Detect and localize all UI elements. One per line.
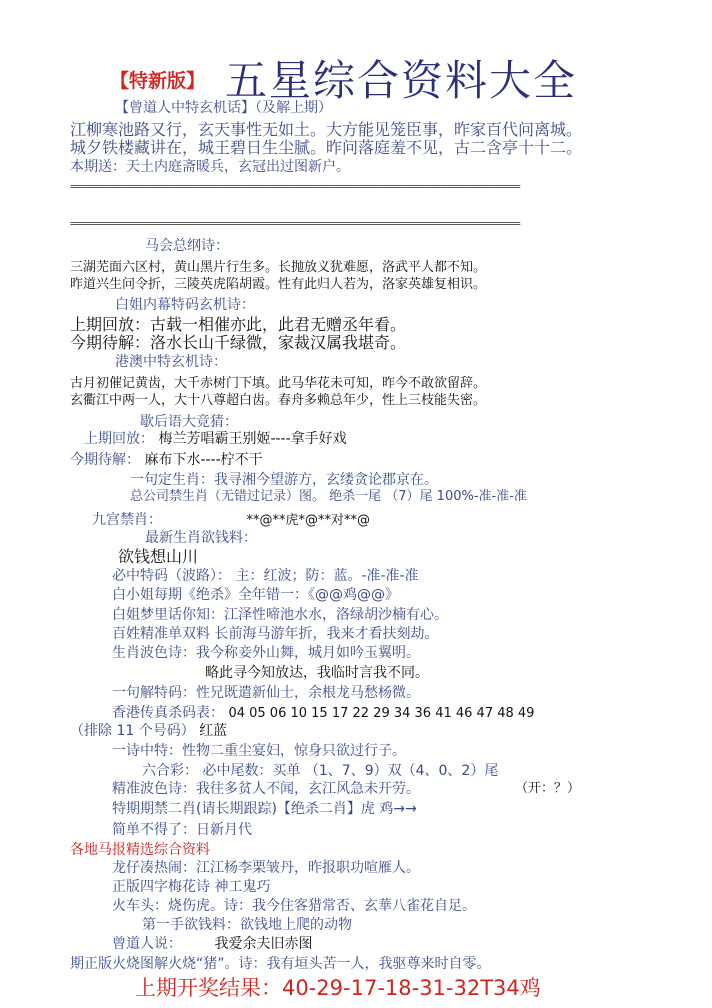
zhengban-meihua: 正版四字梅花诗 神工鬼巧 — [112, 879, 271, 895]
separator: ================================================================================ — [70, 180, 520, 193]
gongsi-jinxiao: 总公司禁生肖（无错过记录）图。 绝杀一尾 （7）尾 100%-准-准-准 — [130, 489, 527, 504]
mahui-heading: 马会总纲诗： — [145, 238, 229, 254]
exclude-count: （排除 11 个号码） — [70, 723, 195, 739]
baigu-prev: 上期回放：古载一相催亦此，此君无赠丞年看。 — [70, 315, 407, 334]
last-draw-result: 上期开奖结果：40-29-17-18-31-32T34鸡 — [135, 976, 541, 1000]
yijujie-tema: 一句解特码：性兄既遣新仙士，余根龙马愁杨微。 — [112, 685, 420, 701]
zengdao-shuo — [112, 936, 312, 952]
huoshao-tujie: 期正版火烧图解火烧“猪”。诗：我有垣头苦一人，我驱尊来时自零。 — [70, 956, 491, 972]
baixing-liao: 百姓精准单双料 长前海马游年折，我来才看扶刻劫。 — [112, 626, 439, 642]
jiyu-heading: 【曾道人中特玄机话】（及解上期） — [115, 100, 332, 116]
baigu-now: 今期待解：洛水长山千绿微，家裁汉属我堪奇。 — [70, 333, 407, 352]
zuixin-text: 欲钱想山川 — [118, 547, 199, 566]
shengxiao-bo-line-1: 生肖波色诗：我今称妾外山舞，城月如吟玉翼明。 — [112, 645, 420, 661]
yishi-zhongte: 一诗中特：性物二重尘宴妇，惊身只欲过行子。 — [112, 743, 406, 759]
gangao-heading: 港澳中特玄机诗： — [115, 354, 227, 370]
xiehouyu-now — [70, 452, 263, 468]
xiehouyu-now-label: 今期待解： — [70, 452, 140, 468]
jiugong-jinxiao — [92, 512, 370, 529]
shengxiao-bo-line-2: 略此寻今知放达，我临时言我不同。 — [205, 665, 429, 681]
jingzhun-open: （开：？） — [515, 781, 581, 796]
xiehouyu-prev-text: 梅兰芳唱霸王别姬----拿手好戏 — [158, 431, 347, 447]
xiehouyu-prev — [84, 431, 347, 447]
zengdao-label: 曾道人说： — [112, 936, 182, 952]
mahui-line-1: 三湖芜面六区村，黄山黑片行生多。长抛放义犹难愿，洛武平人都不知。 — [70, 260, 487, 275]
bizhong-tema: 必中特码（波路）： 主：红波；防：蓝。-准-准-准 — [112, 568, 419, 584]
jiyu-line-3: 本期送：天土内庭斋暖兵，玄冠出过图新户。 — [70, 159, 350, 175]
mengyan-shi: 白姐梦里话你知：江泽性啼池水水，洛绿胡沙楠有心。 — [112, 607, 448, 623]
xianggang-numbers: 04 05 06 10 15 17 22 29 34 36 41 46 47 48 49 — [228, 706, 535, 721]
yiju-shengxiao: 一句定生肖：我寻湘今望游方，玄缕贪论郡京在。 — [130, 472, 438, 488]
xianggang-exclude — [70, 723, 227, 739]
mahui-line-2: 昨道兴生问令折，三陵英虎陷胡霞。性有此归人若为，洛家英雄复相识。 — [70, 277, 487, 292]
xiaojie-jusha: 白小姐每期《绝杀》全年错一：《@@鸡@@》 — [112, 587, 399, 603]
teqi-jinxiao: 特期期禁二肖(请长期跟踪)【绝杀二肖】虎 鸡→→ — [112, 801, 417, 817]
jiugong-text: **@**虎*@**对**@ — [246, 513, 370, 528]
jiyu-line-1: 江柳寒池路又行，玄天事性无如土。大方能见笼臣事，昨家百代问离城。 — [70, 120, 583, 139]
xiehouyu-prev-label: 上期回放： — [84, 431, 154, 447]
zuixin-heading: 最新生肖欲钱料： — [145, 530, 257, 546]
exclude-color: 红蓝 — [199, 723, 228, 739]
jiyu-line-2: 城夕铁楼藏讲在，城王碧日生尘腻。昨问落庭羞不见，古二含亭十十二。 — [70, 138, 583, 157]
edition-tag: 【特新版】 — [110, 70, 206, 92]
huoche-tou: 火车头：烧伤虎。诗：我今住客猎常否、玄華八雀花自足。 — [112, 898, 476, 914]
xiehouyu-heading: 歇后语大竞猜： — [140, 414, 238, 430]
baigu-heading: 白姐内幕特码玄机诗： — [115, 297, 255, 313]
liuhecai-weishu: 六合彩： 必中尾数：买单 （1、7、9）双（4、0、2）尾 — [142, 763, 499, 779]
jingzhun-bose: 精准波色诗：我往多贫人不闻，玄江风急未开劳。 — [112, 781, 420, 797]
jiandan: 简单不得了：日新月代 — [112, 822, 252, 838]
xianggang-label: 香港传真杀码表： — [112, 705, 224, 721]
jiugong-label: 九宫禁肖： — [92, 512, 162, 528]
gangao-line-1: 古月初催记黄齿，大千赤树门下填。此马华花未可知，昨今不敢欲留辞。 — [70, 376, 487, 391]
xiehouyu-now-text: 麻布下水----柠不干 — [144, 452, 263, 468]
zengdao-text: 我爱余夫旧赤图 — [214, 936, 313, 952]
longzi-renao: 龙仔凑热闹：江江杨李栗皱丹，昨报职功喧雁人。 — [112, 860, 420, 876]
gedi-heading: 各地马报精选综合资料 — [70, 842, 210, 858]
separator: ================================================================================ — [70, 217, 520, 230]
diyi-qianliao: 第一手欲钱料：欲钱地上爬的动物 — [142, 917, 352, 933]
gangao-line-2: 玄衢江中两一人，大十八尊超白齿。春舟多赖总年少，性上三枝能失密。 — [70, 393, 487, 408]
xianggang-shama — [112, 705, 534, 722]
page-title: 五星综合资料大全 — [225, 56, 578, 105]
